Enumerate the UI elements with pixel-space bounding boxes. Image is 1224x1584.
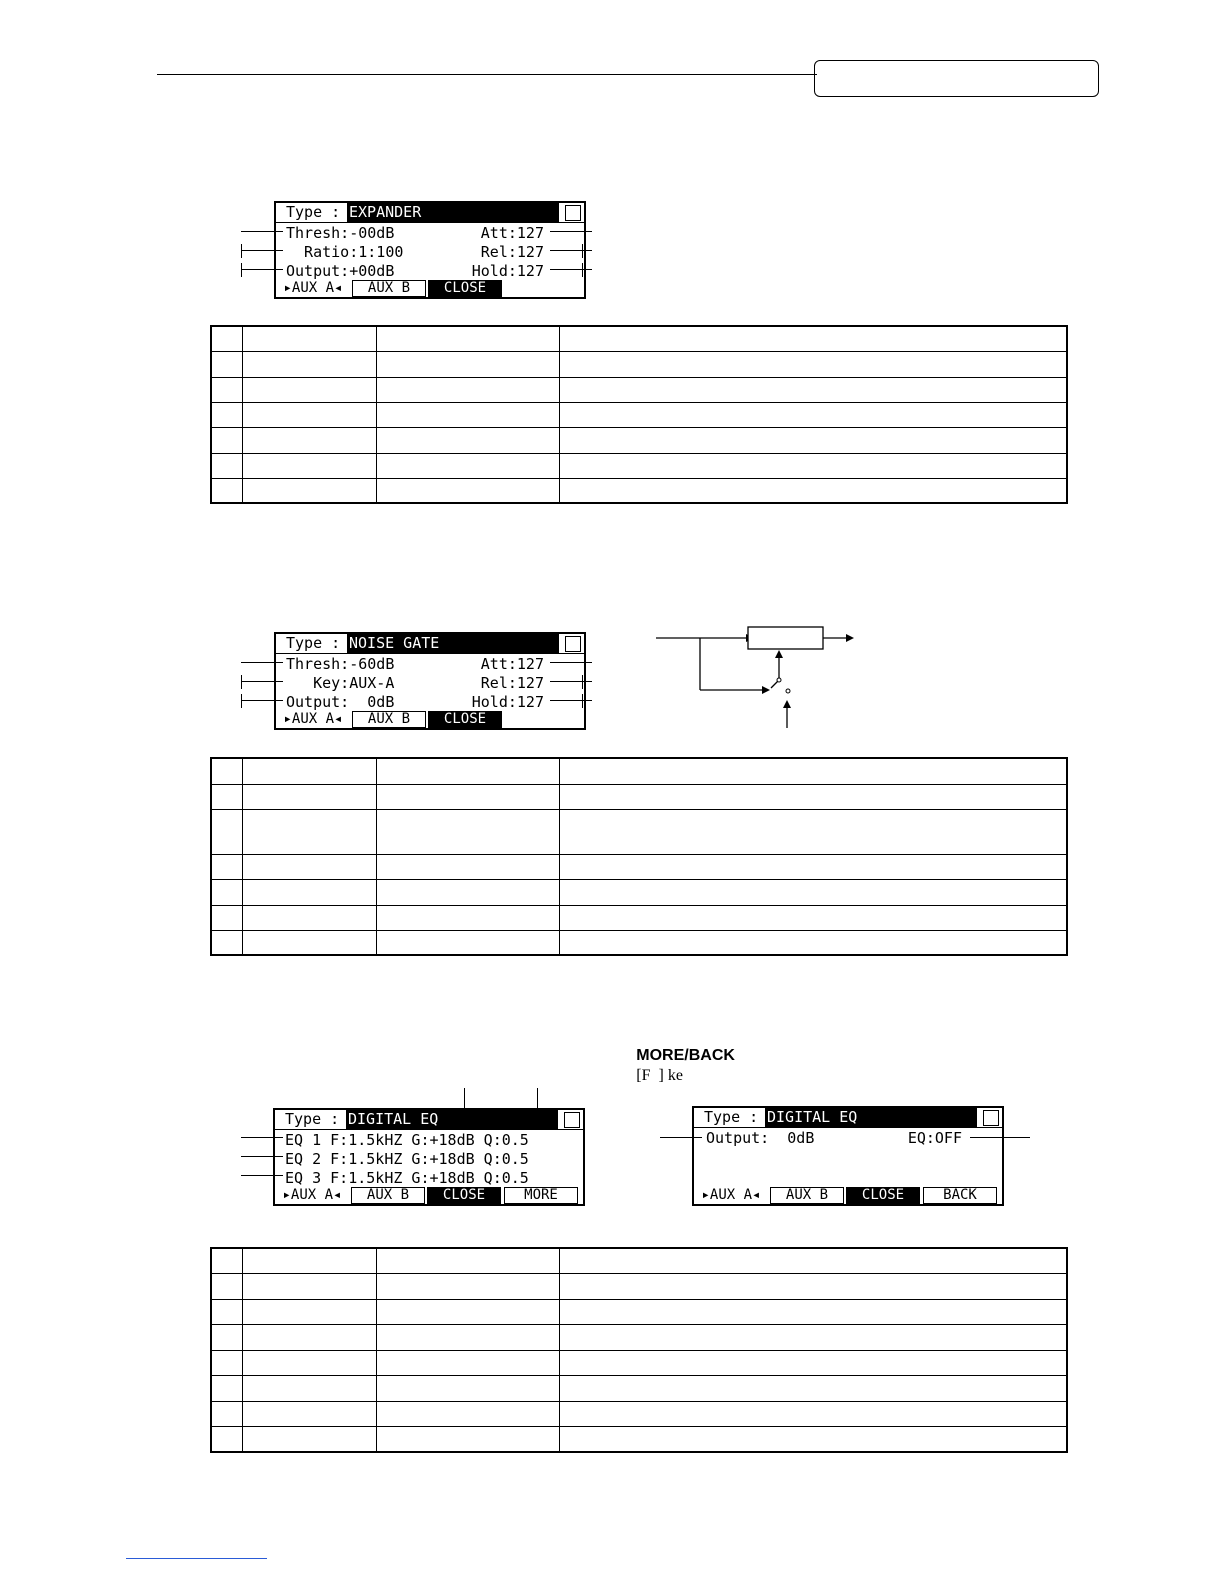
aux-b-button[interactable]: AUX B bbox=[352, 280, 426, 297]
param-att: Att:127 bbox=[480, 224, 544, 242]
scroll-indicator bbox=[564, 1112, 580, 1128]
aux-a-button[interactable]: ▸AUX A◂ bbox=[283, 711, 343, 727]
more-back-suffix: [F ] ke bbox=[636, 1067, 683, 1084]
eq-output-lcd bbox=[692, 1106, 1004, 1206]
scroll-indicator bbox=[565, 636, 581, 652]
aux-a-button[interactable]: ▸AUX A◂ bbox=[283, 280, 343, 296]
close-button[interactable]: CLOSE bbox=[428, 711, 502, 728]
gate-block-diagram bbox=[650, 620, 870, 735]
header-rule bbox=[157, 74, 817, 75]
eq-band-1: EQ 1 F:1.5kHZ G:+18dB Q:0.5 bbox=[285, 1131, 529, 1149]
aux-b-button[interactable]: AUX B bbox=[352, 711, 426, 728]
gate-lcd bbox=[274, 632, 586, 730]
type-value: EXPANDER bbox=[347, 203, 559, 222]
param-att: Att:127 bbox=[480, 655, 544, 673]
eq-band-2: EQ 2 F:1.5kHZ G:+18dB Q:0.5 bbox=[285, 1150, 529, 1168]
param-hold: Hold:127 bbox=[471, 693, 544, 711]
scroll-indicator bbox=[565, 205, 581, 221]
type-value: DIGITAL EQ bbox=[765, 1108, 977, 1127]
expander-param-table bbox=[210, 325, 1068, 504]
type-label: Type : bbox=[286, 634, 341, 652]
more-button[interactable]: MORE bbox=[504, 1187, 578, 1204]
type-value: NOISE GATE bbox=[347, 634, 559, 653]
param-eq-switch: EQ:OFF bbox=[907, 1129, 962, 1147]
type-value: DIGITAL EQ bbox=[346, 1110, 558, 1129]
eq-lcd bbox=[273, 1108, 585, 1206]
eq-param-table bbox=[210, 1247, 1068, 1453]
param-key: Key:AUX-A bbox=[286, 674, 395, 692]
type-label: Type : bbox=[285, 1110, 340, 1128]
header-box bbox=[814, 60, 1099, 97]
more-back-key: MORE/BACK bbox=[636, 1047, 735, 1064]
param-output: Output:+00dB bbox=[286, 262, 395, 280]
function-bar bbox=[275, 1187, 583, 1204]
function-bar bbox=[694, 1187, 1002, 1204]
param-output: Output: 0dB bbox=[286, 693, 395, 711]
aux-a-button[interactable]: ▸AUX A◂ bbox=[282, 1187, 342, 1203]
close-button[interactable]: CLOSE bbox=[427, 1187, 501, 1204]
expander-lcd bbox=[274, 201, 586, 299]
param-ratio: Ratio:1:100 bbox=[286, 243, 404, 261]
param-output: Output: 0dB bbox=[706, 1129, 815, 1147]
param-thresh: Thresh:-00dB bbox=[286, 224, 395, 242]
function-bar bbox=[276, 711, 584, 728]
gate-param-table bbox=[210, 757, 1068, 956]
more-back-note bbox=[617, 1026, 735, 1085]
type-label: Type : bbox=[286, 203, 341, 221]
eq-band-3: EQ 3 F:1.5kHZ G:+18dB Q:0.5 bbox=[285, 1169, 529, 1187]
scroll-indicator bbox=[983, 1110, 999, 1126]
aux-b-button[interactable]: AUX B bbox=[770, 1187, 844, 1204]
function-bar bbox=[276, 280, 584, 297]
param-rel: Rel:127 bbox=[480, 674, 544, 692]
footer-rule bbox=[126, 1558, 267, 1559]
param-hold: Hold:127 bbox=[471, 262, 544, 280]
param-rel: Rel:127 bbox=[480, 243, 544, 261]
type-label: Type : bbox=[704, 1108, 759, 1126]
close-button[interactable]: CLOSE bbox=[846, 1187, 920, 1204]
param-thresh: Thresh:-60dB bbox=[286, 655, 395, 673]
close-button[interactable]: CLOSE bbox=[428, 280, 502, 297]
aux-a-button[interactable]: ▸AUX A◂ bbox=[701, 1187, 761, 1203]
back-button[interactable]: BACK bbox=[923, 1187, 997, 1204]
aux-b-button[interactable]: AUX B bbox=[351, 1187, 425, 1204]
